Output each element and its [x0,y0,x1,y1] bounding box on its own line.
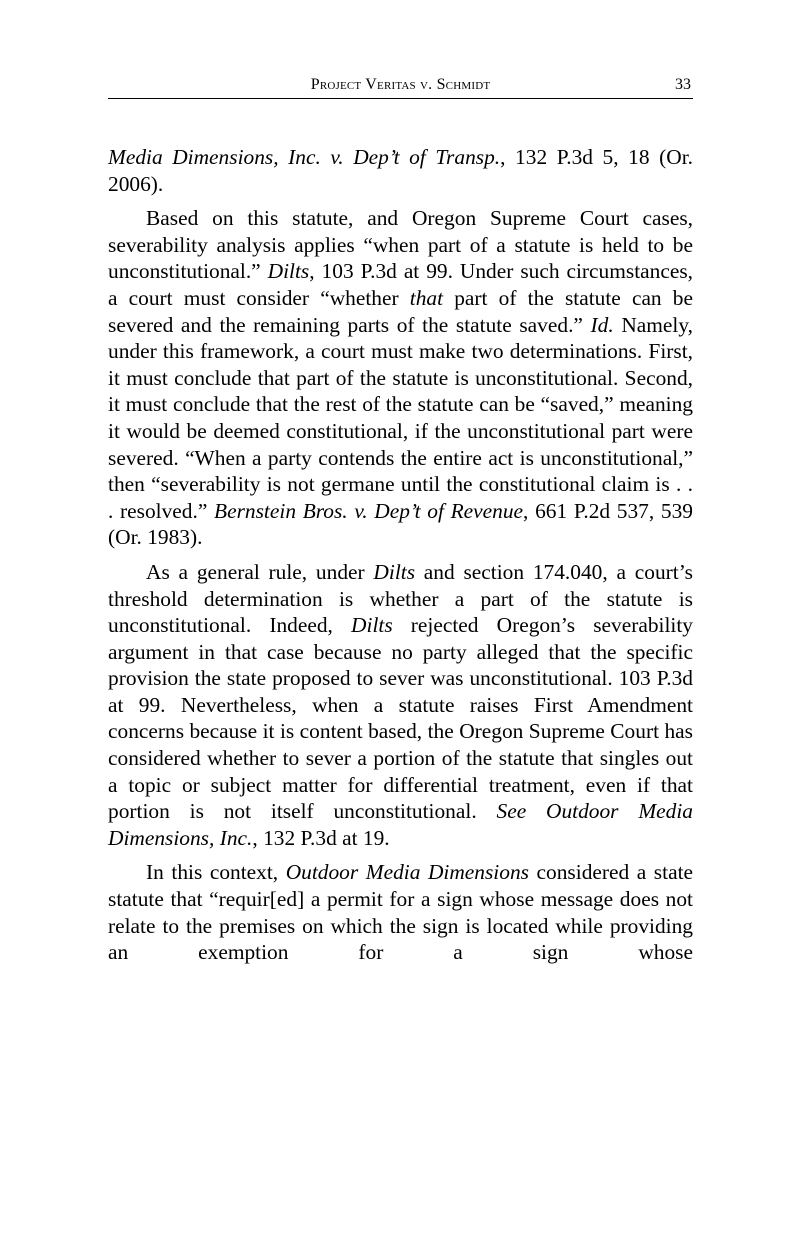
text-run: , 132 P.3d at 19. [252,825,390,850]
page-header [108,72,693,99]
paragraph [108,144,693,197]
italic-text: that [409,285,444,310]
text-run: In this context, [146,860,286,885]
text-run: considered a state statute that “requir[ed] a permit for a sign whose message does not relate to the premises on which the sign is located while providing an exemption for a sign whose [108,860,694,965]
running-title: Project Veritas v. Schmidt [310,76,491,93]
text-run: part of the statute can be severed and the remaining parts of the statute saved.” [108,285,693,337]
italic-text: Bernstein Bros. v. Dep’t of Revenue [214,498,524,523]
italic-text: Dilts [267,259,310,284]
paragraph [108,559,693,852]
italic-text: Media Dimensions, Inc. v. Dep’t of Transp. [108,145,501,169]
text-run: As a general rule, under [146,559,374,584]
paragraph [108,205,693,551]
page-number: 33 [675,76,691,93]
italic-text: Id. [590,312,614,337]
text-run: , 661 P.2d 537, 539 (Or. 1983). [108,498,693,550]
italic-text: Outdoor Media Dimensions [285,860,529,885]
text-run: , 103 P.3d at 99. Under such circumstances, a court must consider “whether [108,259,693,310]
text-run: and section 174.040, a court’s threshold determination is whether a part of the statute is unconstitutional. Indeed, [108,559,693,638]
italic-text: Dilts [351,613,393,638]
body-text [108,144,693,974]
italic-text: Dilts [373,559,416,584]
text-run: rejected Oregon’s severability argument in that case because no party alleged that the specific provision the state proposed to sever was unconstitutional. 103 P.3d at 99. Nevertheless, when a statute raises First Amendment concerns because it is content based, the Oregon Supreme Court has considered whether to sever a portion of the statute that singles out a topic or subject matter for differential treatment, even if that portion is not itself unconstitutional. [108,613,693,824]
italic-text: See Outdoor Media Dimensions, Inc. [108,799,693,850]
text-run: , 132 P.3d 5, 18 (Or. 2006). [108,145,693,196]
text-run: Based on this statute, and Oregon Supreme Court cases, severability analysis applies “when part of a statute is held to be unconstitutional.” [108,206,693,284]
paragraph [108,859,693,965]
text-run: Namely, under this framework, a court must make two determinations. First, it must conclude that part of the statute is unconstitutional. Second, it must conclude that the rest of the statute can be “saved,” meaning it would be deemed constitutional, if the unconstitutional part were severed. “When a party contends the entire act is unconstitutional,” then “severability is not germane until the constitutional claim is . . . resolved.” [108,312,693,523]
